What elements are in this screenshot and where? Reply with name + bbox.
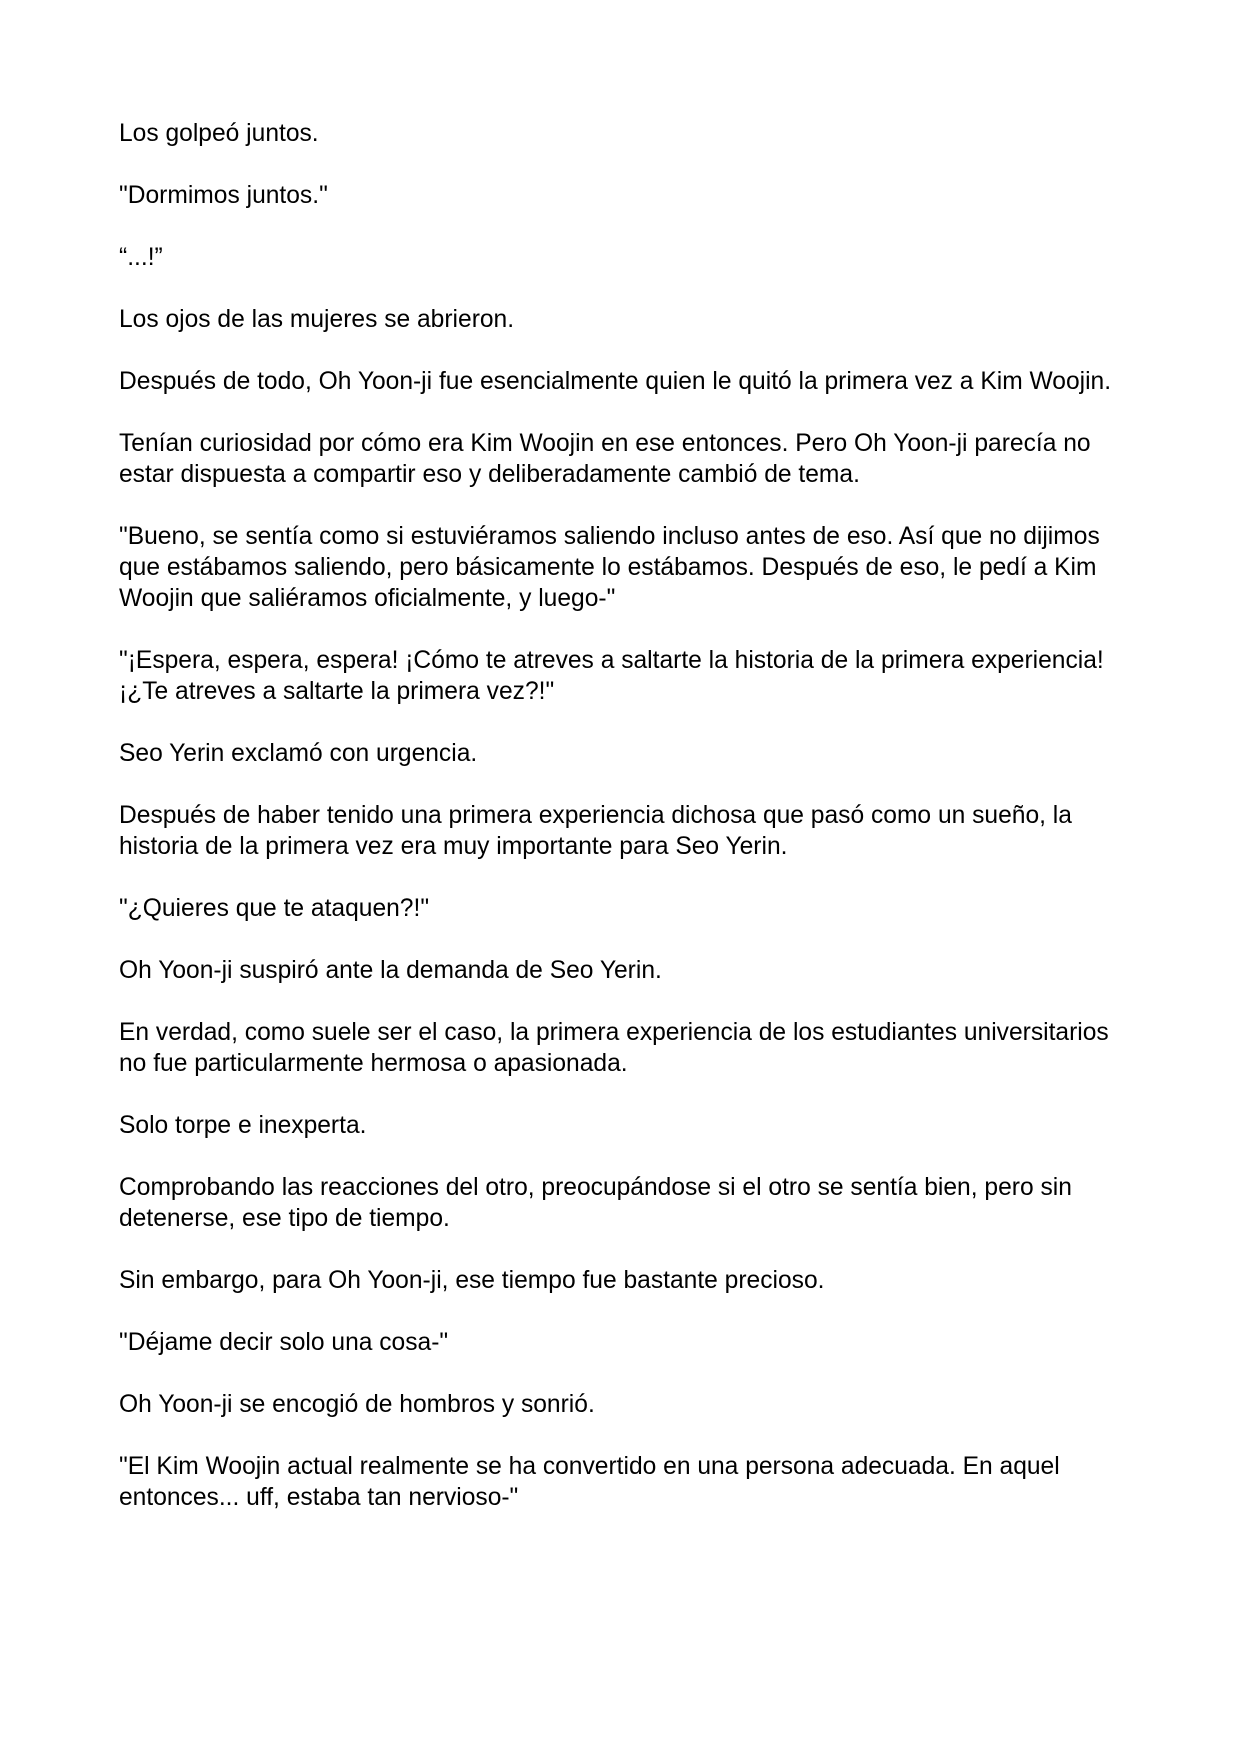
paragraph: Comprobando las reacciones del otro, preocupándose si el otro se sentía bien, pero sin detenerse, ese tipo de tiempo. xyxy=(119,1174,1072,1232)
paragraph: Sin embargo, para Oh Yoon-ji, ese tiempo fue bastante precioso. xyxy=(119,1267,825,1294)
paragraph: Los golpeó juntos. xyxy=(119,120,319,147)
paragraph: "Bueno, se sentía como si estuviéramos saliendo incluso antes de eso. Así que no dijimos que estábamos saliendo, pero básicamente lo estábamos. Después de eso, le pedí a Kim Woojin que saliéramos oficialmente, y luego-" xyxy=(119,523,1100,612)
paragraph: Seo Yerin exclamó con urgencia. xyxy=(119,740,478,767)
paragraph: "El Kim Woojin actual realmente se ha convertido en una persona adecuada. En aquel entonces... uff, estaba tan nervioso-" xyxy=(119,1453,1060,1511)
paragraph: Oh Yoon-ji suspiró ante la demanda de Seo Yerin. xyxy=(119,957,662,984)
paragraph: Solo torpe e inexperta. xyxy=(119,1112,367,1139)
paragraph: Después de haber tenido una primera experiencia dichosa que pasó como un sueño, la historia de la primera vez era muy importante para Seo Yerin. xyxy=(119,802,1072,860)
paragraph: "¡Espera, espera, espera! ¡Cómo te atreves a saltarte la historia de la primera experiencia! ¡¿Te atreves a saltarte la primera vez?!" xyxy=(119,647,1104,705)
document-body xyxy=(119,118,1129,1544)
paragraph: "¿Quieres que te ataquen?!" xyxy=(119,895,430,922)
paragraph: “...!” xyxy=(119,244,163,271)
paragraph: "Déjame decir solo una cosa-" xyxy=(119,1329,449,1356)
paragraph: En verdad, como suele ser el caso, la primera experiencia de los estudiantes universitarios no fue particularmente hermosa o apasionada. xyxy=(119,1019,1109,1077)
paragraph: Los ojos de las mujeres se abrieron. xyxy=(119,306,515,333)
paragraph: Oh Yoon-ji se encogió de hombros y sonrió. xyxy=(119,1391,595,1418)
paragraph: "Dormimos juntos." xyxy=(119,182,328,209)
paragraph: Después de todo, Oh Yoon-ji fue esencialmente quien le quitó la primera vez a Kim Woojin. xyxy=(119,368,1112,395)
paragraph: Tenían curiosidad por cómo era Kim Woojin en ese entonces. Pero Oh Yoon-ji parecía no estar dispuesta a compartir eso y deliberadamente cambió de tema. xyxy=(119,430,1091,488)
